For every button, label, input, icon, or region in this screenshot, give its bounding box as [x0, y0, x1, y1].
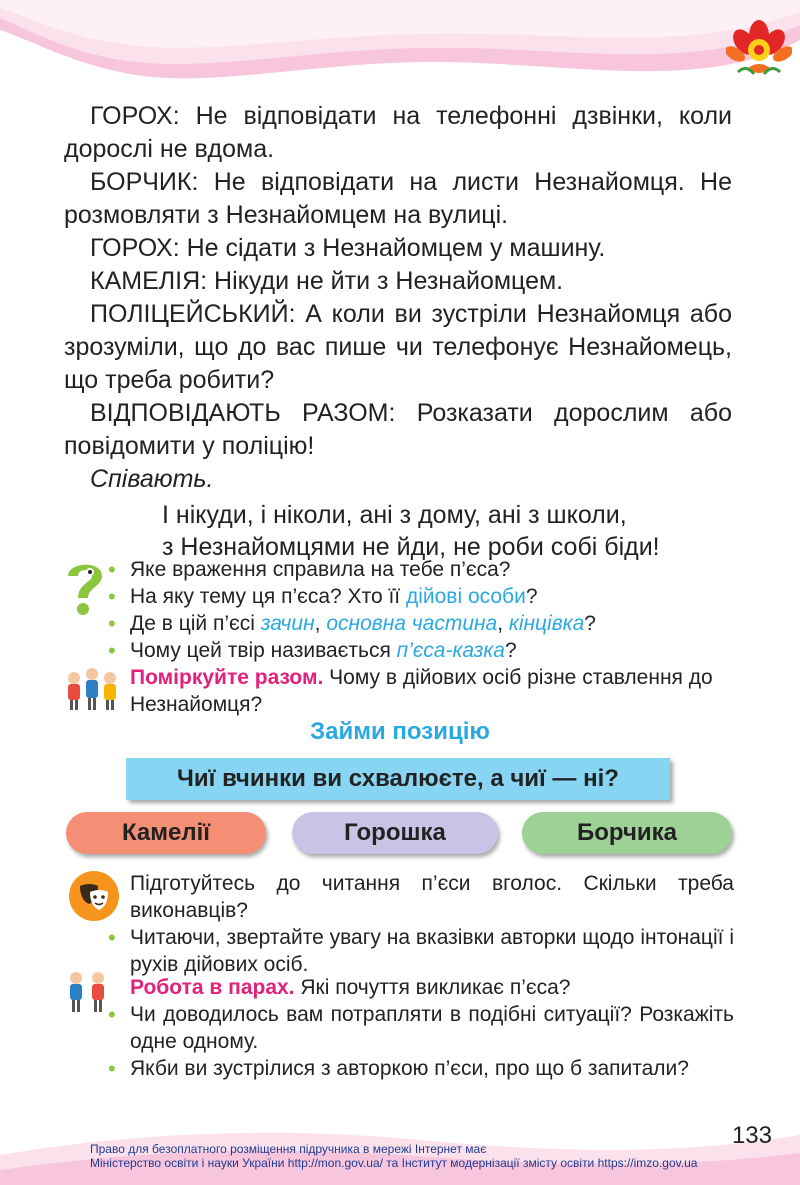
question-text: Де в цій п’єсі: [130, 612, 261, 635]
bullet-text: Чи доводилось вам потрапляти в подібні ситуації? Розкажіть одне одному.: [130, 1003, 734, 1053]
dialogue-line: ПОЛІЦЕЙСЬКИЙ: А коли ви зустріли Незнайомця або зрозуміли, що до вас пише чи телефонує Незнайомець, що треба робити?: [64, 300, 732, 394]
think-together-label: Поміркуйте разом.: [130, 666, 324, 689]
term-ending: кінцівка: [508, 612, 585, 635]
question-text: На яку тему ця п’єса? Хто її: [130, 585, 406, 608]
bullet-text: Якби ви зустрілися з авторкою п’єси, про що б запитали?: [130, 1057, 689, 1080]
pair-work-bullet: [130, 1001, 734, 1055]
question-item: [130, 637, 734, 664]
question-text: ,: [314, 612, 327, 635]
question-text: ?: [584, 612, 596, 635]
pair-work-text: Які почуття викликає п’єса?: [294, 976, 571, 999]
term-characters: дійові особи: [405, 585, 526, 608]
play-dialogue: [64, 100, 732, 563]
term-main-part: основна частина: [326, 612, 498, 635]
bullet-text: Читаючи, звертайте увагу на вказівки авторки щодо інтонації і рухів дійових осіб.: [130, 926, 734, 976]
question-item: [130, 583, 734, 610]
term-fairy-tale-play: п’єса-казка: [396, 639, 505, 662]
dialogue-line: ГОРОХ: Не сідати з Незнайомцем у машину.: [90, 234, 606, 262]
copyright-footer: [90, 1142, 697, 1170]
option-kamelia: Камелії: [66, 812, 266, 854]
question-text: Яке враження справила на тебе п’єса?: [130, 558, 511, 581]
option-goroshko: Горошка: [292, 812, 498, 854]
reading-task: [130, 870, 734, 978]
dialogue-line: БОРЧИК: Не відповідати на листи Незнайомця. Не розмовляти з Незнайомцем на вулиці.: [64, 168, 732, 229]
question-text: Чому цей твір називається: [130, 639, 397, 662]
pair-work-heading: [130, 974, 734, 1001]
bottom-wave-decoration: [0, 1095, 800, 1185]
question-item: [130, 610, 734, 637]
pair-work-icon: [62, 968, 112, 1014]
pair-work-label: Робота в парах.: [130, 976, 295, 999]
reading-task-text: Підготуйтесь до читання п’єси вголос. Скільки треба виконавців?: [130, 872, 734, 922]
question-text: ?: [525, 585, 538, 608]
group-discussion-icon: [62, 664, 122, 714]
top-wave-decoration: [0, 0, 800, 110]
discussion-questions: [130, 556, 734, 664]
song-line: з Незнайомцями не йди, не роби собі біди!: [162, 533, 660, 561]
term-beginning: зачин: [260, 612, 315, 635]
think-together-task: [130, 664, 734, 718]
pair-work-bullet: [130, 1055, 734, 1082]
question-text: ,: [497, 612, 509, 635]
theatre-masks-icon: [68, 870, 120, 922]
song-lyrics: [162, 499, 732, 563]
footer-line: Право для безоплатного розміщення підручника в мережі Інтернет має: [90, 1142, 487, 1156]
dialogue-line: КАМЕЛІЯ: Нікуди не йти з Незнайомцем.: [90, 267, 564, 295]
pair-work-task: [130, 974, 734, 1082]
question-mark-icon: [60, 558, 110, 618]
question-text: ?: [504, 639, 517, 662]
footer-line: Міністерство освіти і науки України http://mon.gov.ua/ та Інститут модернізації змісту освіти https://imzo.gov.ua: [90, 1156, 698, 1170]
flower-ornament-icon: [726, 12, 792, 82]
question-item: [130, 556, 734, 583]
page-number: 133: [731, 1122, 772, 1149]
dialogue-line: ВІДПОВІДАЮТЬ РАЗОМ: Розказати дорослим або повідомити у поліцію!: [64, 399, 732, 460]
section-heading: Займи позицію: [310, 718, 490, 745]
position-question-banner: Чиї вчинки ви схвалюєте, а чиї — ні?: [126, 758, 670, 800]
song-line: І нікуди, і ніколи, ані з дому, ані з школи,: [162, 501, 627, 529]
reading-task-bullet: [130, 924, 734, 978]
dialogue-line: ГОРОХ: Не відповідати на телефонні дзвінки, коли дорослі не вдома.: [64, 102, 732, 163]
think-together-text: Чому в дійових осіб різне ставлення до Незнайомця?: [130, 666, 713, 716]
option-borchyk: Борчика: [522, 812, 732, 854]
stage-direction: Співають.: [90, 465, 214, 493]
